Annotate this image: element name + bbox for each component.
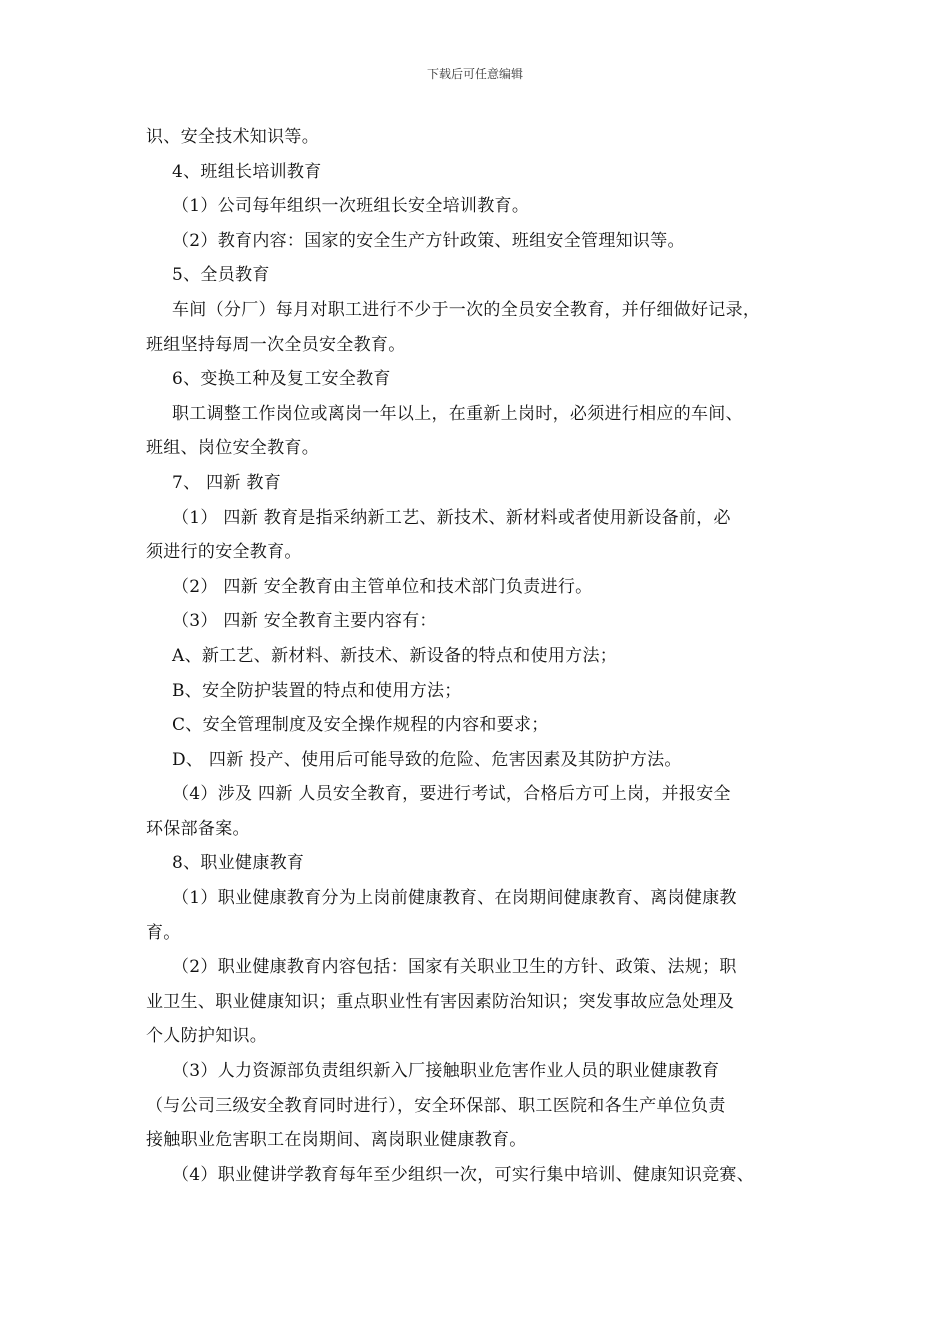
paragraph-line: （4）职业健讲学教育每年至少组织一次，可实行集中培训、健康知识竞赛、 (172, 1164, 755, 1185)
section-heading: 4、班组长培训教育 (172, 161, 322, 182)
paragraph-line: （1）公司每年组织一次班组长安全培训教育。 (172, 196, 530, 217)
paragraph-line: （2） 四新 安全教育由主管单位和技术部门负责进行。 (172, 576, 593, 597)
paragraph-line: 识、安全技术知识等。 (146, 127, 319, 147)
list-item: D、 四新 投产、使用后可能导致的危险、危害因素及其防护方法。 (172, 749, 682, 770)
paragraph-line: （2）教育内容：国家的安全生产方针政策、班组安全管理知识等。 (172, 230, 685, 251)
paragraph-line: 班组坚持每周一次全员安全教育。 (146, 334, 406, 355)
list-item: A、新工艺、新材料、新技术、新设备的特点和使用方法； (172, 645, 618, 666)
paragraph-line: （3）人力资源部负责组织新入厂接触职业危害作业人员的职业健康教育 (172, 1061, 720, 1082)
paragraph-line: （与公司三级安全教育同时进行），安全环保部、职工医院和各生产单位负责 (146, 1095, 726, 1116)
paragraph-line: 接触职业危害职工在岗期间、离岗职业健康教育。 (146, 1130, 527, 1151)
paragraph-line: 须进行的安全教育。 (146, 542, 302, 563)
paragraph-line: （3） 四新 安全教育主要内容有： (172, 611, 437, 632)
paragraph-line: 个人防护知识。 (146, 1026, 268, 1047)
paragraph-line: 育。 (146, 922, 181, 943)
paragraph-line: 职工调整工作岗位或离岗一年以上，在重新上岗时，必须进行相应的车间、 (172, 403, 743, 424)
section-heading: 5、全员教育 (172, 265, 270, 286)
paragraph-line: 车间（分厂）每月对职工进行不少于一次的全员安全教育，并仔细做好记录， (172, 299, 761, 320)
paragraph-line: （1）职业健康教育分为上岗前健康教育、在岗期间健康教育、离岗健康教 (172, 888, 737, 909)
paragraph-line: 业卫生、职业健康知识；重点职业性有害因素防治知识；突发事故应急处理及 (146, 991, 735, 1012)
page-header: 下载后可任意编辑 (426, 67, 523, 81)
document-body (146, 120, 836, 1192)
section-heading: 8、职业健康教育 (172, 853, 305, 874)
paragraph-line: （4）涉及 四新 人员安全教育，要进行考试，合格后方可上岗，并报安全 (172, 784, 731, 805)
section-heading: 7、 四新 教育 (172, 472, 282, 493)
list-item: B、安全防护装置的特点和使用方法； (172, 680, 462, 701)
paragraph-line: （2）职业健康教育内容包括：国家有关职业卫生的方针、政策、法规；职 (172, 957, 737, 978)
paragraph-line: 环保部备案。 (146, 818, 250, 839)
paragraph-line: 班组、岗位安全教育。 (146, 438, 319, 459)
paragraph-line: （1） 四新 教育是指采纳新工艺、新技术、新材料或者使用新设备前，必 (172, 507, 731, 528)
section-heading: 6、变换工种及复工安全教育 (172, 369, 391, 390)
list-item: C、安全管理制度及安全操作规程的内容和要求； (172, 715, 549, 736)
